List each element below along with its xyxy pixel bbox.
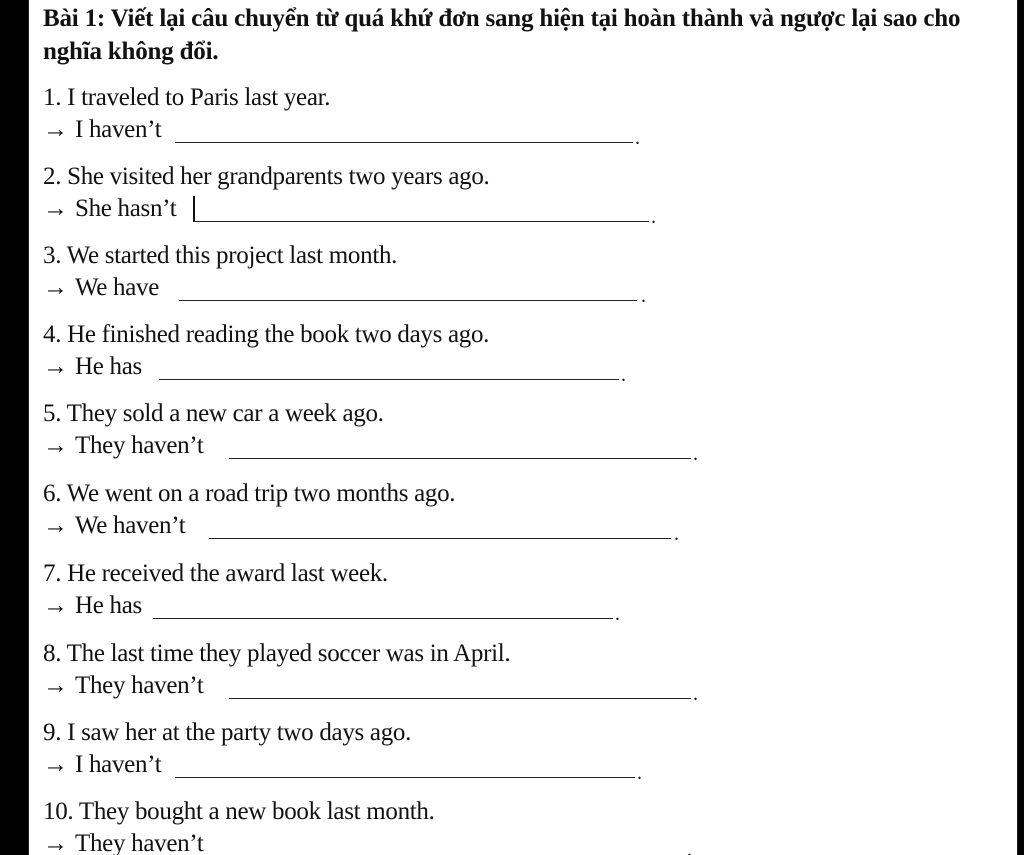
answer-period-5: .	[693, 443, 698, 465]
answer-line-7	[43, 591, 142, 621]
answer-blank-8[interactable]	[229, 698, 691, 699]
answer-blank-2[interactable]	[194, 221, 649, 222]
answer-prompt-7: He has	[75, 592, 142, 619]
answer-line-2	[43, 194, 176, 224]
answer-period-3: .	[641, 285, 646, 307]
arrow-icon: →	[43, 751, 68, 778]
answer-line-3	[43, 273, 159, 303]
answer-blank-7[interactable]	[153, 618, 613, 619]
answer-prompt-5: They haven’t	[75, 432, 204, 459]
answer-blank-9[interactable]	[175, 777, 635, 778]
question-9: 9. I saw her at the party two days ago.	[43, 719, 412, 746]
question-1: 1. I traveled to Paris last year.	[43, 84, 331, 111]
answer-prompt-10: They haven’t	[75, 830, 204, 855]
question-3: 3. We started this project last month.	[43, 242, 398, 269]
answer-prompt-6: We haven’t	[75, 512, 186, 539]
answer-line-10	[43, 829, 204, 855]
arrow-icon: →	[43, 274, 68, 301]
answer-blank-4[interactable]	[159, 379, 619, 380]
arrow-icon: →	[43, 353, 68, 380]
answer-period-8: .	[693, 683, 698, 705]
answer-line-9	[43, 750, 161, 780]
answer-prompt-3: We have	[75, 274, 160, 301]
answer-line-5	[43, 431, 204, 461]
answer-blank-3[interactable]	[179, 300, 637, 301]
answer-prompt-8: They haven’t	[75, 672, 204, 699]
text-cursor-icon	[193, 196, 195, 222]
arrow-icon: →	[43, 672, 68, 699]
arrow-icon: →	[43, 195, 68, 222]
answer-line-4	[43, 352, 142, 382]
answer-period-10: .	[687, 839, 692, 855]
arrow-icon: →	[43, 830, 68, 855]
answer-period-7: .	[615, 603, 620, 625]
answer-line-6	[43, 511, 185, 541]
exercise-heading: Bài 1: Viết lại câu chuyển từ quá khứ đơn sang hiện tại hoàn thành và ngược lại sao cho nghĩa không đổi.	[43, 5, 961, 65]
question-8: 8. The last time they played soccer was in April.	[43, 640, 511, 667]
arrow-icon: →	[43, 512, 68, 539]
answer-period-1: .	[635, 127, 640, 149]
arrow-icon: →	[43, 432, 68, 459]
answer-period-6: .	[674, 523, 679, 545]
answer-prompt-9: I haven’t	[75, 751, 162, 778]
question-7: 7. He received the award last week.	[43, 560, 388, 587]
answer-prompt-2: She hasn’t	[75, 195, 177, 222]
arrow-icon: →	[43, 592, 68, 619]
answer-blank-1[interactable]	[175, 142, 633, 143]
arrow-icon: →	[43, 116, 68, 143]
question-5: 5. They sold a new car a week ago.	[43, 400, 384, 427]
answer-period-2: .	[651, 206, 656, 228]
answer-line-1	[43, 115, 161, 145]
answer-prompt-4: He has	[75, 353, 142, 380]
question-4: 4. He finished reading the book two days ago.	[43, 321, 490, 348]
question-2: 2. She visited her grandparents two years ago.	[43, 163, 490, 190]
answer-period-9: .	[637, 762, 642, 784]
answer-blank-6[interactable]	[209, 538, 671, 539]
answer-prompt-1: I haven’t	[75, 116, 162, 143]
worksheet-page	[28, 0, 1018, 855]
question-10: 10. They bought a new book last month.	[43, 798, 435, 825]
answer-period-4: .	[621, 364, 626, 386]
answer-blank-5[interactable]	[229, 458, 691, 459]
question-6: 6. We went on a road trip two months ago.	[43, 480, 456, 507]
answer-line-8	[43, 671, 204, 701]
